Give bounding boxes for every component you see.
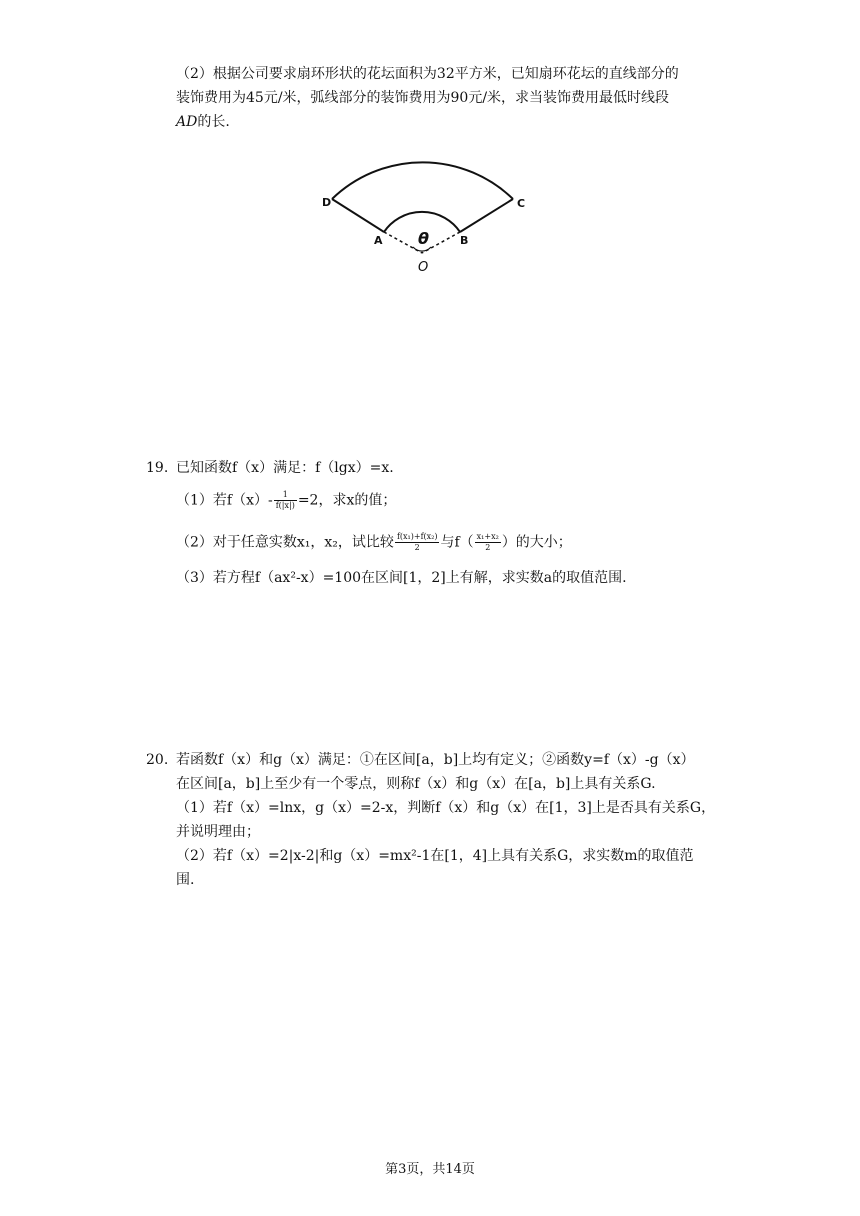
fraction-denominator: f(|x|) (275, 501, 295, 510)
q20-line4: 并说明理由； (176, 824, 260, 840)
fraction-denominator: 2 (485, 543, 491, 552)
page-footer: 第3页，共14页 (385, 1162, 475, 1177)
sector-ring-figure (310, 128, 540, 278)
q20-line3: （1）若f（x）=lnx，g（x）=2-x，判断f（x）和g（x）在[1，3]上是否具有关系G， (176, 800, 716, 816)
fraction-numerator: x₁+x₂ (476, 532, 499, 541)
line3-text: 的长. (197, 114, 230, 130)
q19-part2-pre: （2）对于任意实数x₁，x₂，试比较 (176, 534, 394, 551)
label-b: B (460, 234, 469, 247)
q19-number: 19. (146, 460, 169, 476)
label-o: O (418, 260, 429, 275)
q19-part1-post: =2，求x的值； (297, 492, 397, 509)
outer-arc (332, 162, 513, 199)
q19-part1 (176, 490, 396, 511)
segment-ad-label: AD (176, 114, 198, 130)
fraction-denominator: 2 (414, 543, 420, 552)
fraction-one-over-f (274, 490, 297, 511)
segment-da (332, 199, 384, 232)
q19-part2-post: ）的大小； (501, 534, 572, 551)
q19-part3: （3）若方程f（ax²-x）=100在区间[1，2]上有解，求实数a的取值范围. (176, 570, 627, 586)
q18-part2-line2: 装饰费用为45元/米，弧线部分的装饰费用为90元/米，求当装饰费用最低时线段 (176, 90, 670, 106)
q20-line2: 在区间[a，b]上至少有一个零点，则称f（x）和g（x）在[a，b]上具有关系G. (176, 776, 656, 792)
fraction-mean-of-x (475, 532, 501, 553)
label-d: D (322, 196, 332, 209)
q19-stem: 已知函数f（x）满足：f（lgx）=x. (176, 460, 394, 476)
segment-cb (460, 199, 513, 232)
q20-number: 20. (146, 752, 169, 768)
q20-line1: 若函数f（x）和g（x）满足：①在区间[a，b]上均有定义；②函数y=f（x）-g（x） (176, 752, 695, 768)
q19-part2 (176, 532, 572, 553)
fraction-numerator: 1 (274, 490, 297, 501)
q20-line5: （2）若f（x）=2|x-2|和g（x）=mx²-1在[1，4]上具有关系G，求实数m的取值范 (176, 848, 694, 864)
q19-part2-mid: 与f（ (440, 534, 474, 551)
q18-part2-line3 (176, 112, 230, 132)
fraction-mean-of-f (395, 532, 440, 553)
q19-part1-pre: （1）若f（x）- (176, 492, 273, 509)
q18-part2-line1: （2）根据公司要求扇环形状的花坛面积为32平方米，已知扇环花坛的直线部分的 (176, 66, 679, 82)
q20-line6: 围. (176, 872, 195, 888)
label-theta: θ (418, 229, 429, 248)
label-a: A (374, 234, 383, 247)
fraction-numerator: f(x₁)+f(x₂) (396, 532, 438, 541)
label-c: C (517, 197, 526, 210)
